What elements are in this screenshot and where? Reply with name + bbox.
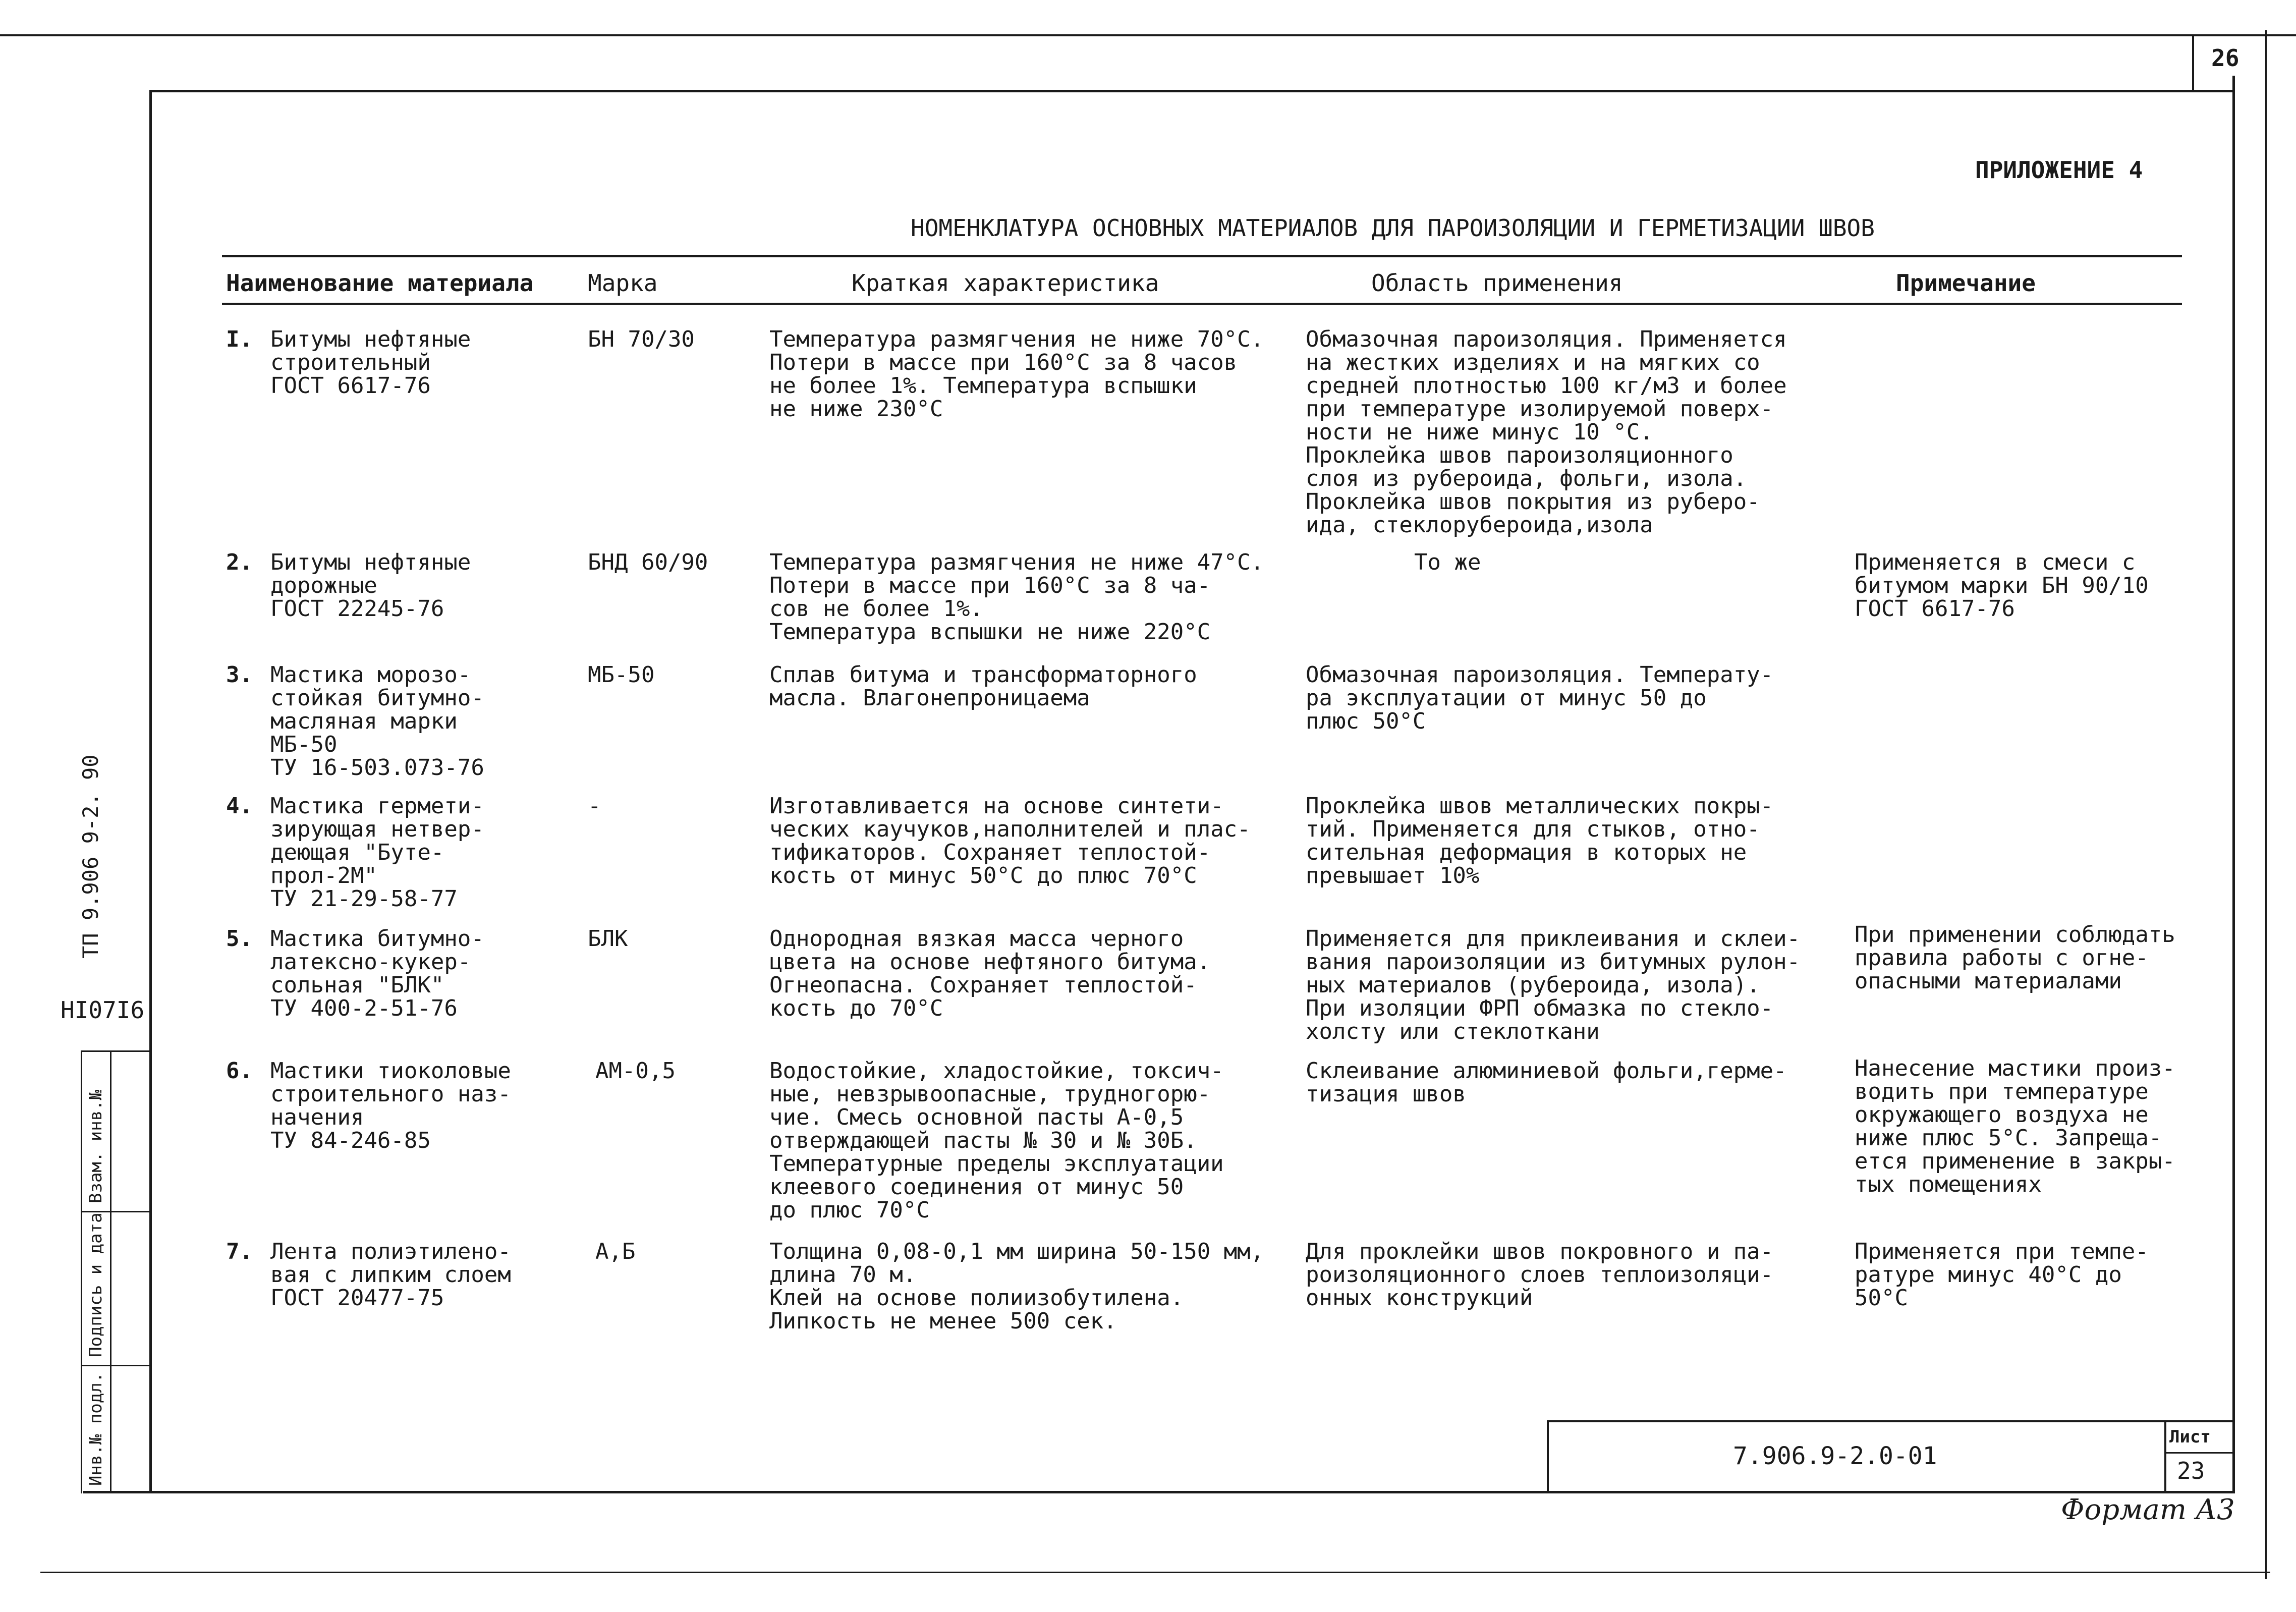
stamp-top-rule: [1548, 1420, 2235, 1422]
column-header-characteristic: Краткая характеристика: [852, 269, 1159, 297]
page-number-box-left: [2192, 36, 2194, 92]
outer-frame-bottom: [83, 1491, 2235, 1493]
row-1-characteristic: Температура размягчения не ниже 70°С. Потери в массе при 160°С за 8 часов не более 1%. Температура вспышки не ниже 230°С: [769, 326, 1264, 422]
row-7-name: Лента полиэтилено- вая с липким слоем ГОСТ 20477-75: [270, 1239, 511, 1311]
margin-cell-signature: Подпись и дата: [86, 1212, 106, 1357]
row-4-name: Мастика гермети- зирующая нетвер- деющая "Буте- прол-2М" ТУ 21-29-58-77: [270, 793, 484, 912]
stamp-document-code: 7.906.9-2.0-01: [1733, 1442, 1937, 1470]
row-3-number: 3.: [226, 662, 253, 688]
margin-inventory-number: НI07I6: [61, 996, 145, 1024]
stamp-sheet-label: Лист: [2169, 1427, 2211, 1447]
row-5-number: 5.: [226, 926, 253, 952]
sheet-bottom-line: [40, 1572, 2270, 1573]
row-5-characteristic: Однородная вязкая масса черного цвета на основе нефтяного битума. Огнеопасна. Сохраняет теплостой- кость до 70°С: [769, 926, 1211, 1021]
row-6-application: Склеивание алюминиевой фольги,герме- тизация швов: [1306, 1058, 1787, 1107]
row-5-note: При применении соблюдать правила работы с огне- опасными материалами: [1855, 922, 2175, 994]
column-header-application: Область применения: [1371, 269, 1623, 297]
outer-frame-right: [2232, 76, 2235, 1493]
row-4-application: Проклейка швов металлических покры- тий. Применяется для стыков, отно- сительная деформация в которых не превышает 10%: [1306, 793, 1774, 888]
margin-series-code: ТП 9.906 9-2. 90: [78, 754, 103, 959]
row-1-brand: БН 70/30: [588, 326, 695, 352]
row-2-number: 2.: [226, 549, 253, 575]
margin-strip-left-rule: [81, 1050, 82, 1493]
row-5-brand: БЛК: [588, 926, 628, 952]
page-number: 26: [2211, 44, 2239, 72]
stamp-left-rule: [1547, 1420, 1549, 1493]
row-7-number: 7.: [226, 1239, 253, 1264]
row-5-name: Мастика битумно- латексно-кукер- сольная "БЛК" ТУ 400-2-51-76: [270, 926, 484, 1021]
sheet-right-edge: [2265, 30, 2267, 1579]
row-1-application: Обмазочная пароизоляция. Применяется на жестких изделиях и на мягких со средней плотностью 100 кг/м3 и более при температуре изолируемой поверх- ности не ниже минус 10 °С. Проклейка швов пароизоляционного слоя из рубероида, фольги, изола. Проклейка швов покрытия из руберо- ида, стеклорубероида,изола: [1306, 326, 1787, 538]
row-3-application: Обмазочная пароизоляция. Температу- ра эксплуатации от минус 50 до плюс 50°С: [1306, 662, 1774, 734]
margin-cell-inventory: Инв.№ подл.: [86, 1372, 106, 1486]
row-2-application: То же: [1414, 549, 1481, 575]
row-3-name: Мастика морозо- стойкая битумно- масляная марки МБ-50 ТУ 16-503.073-76: [270, 662, 484, 781]
row-2-name: Битумы нефтяные дорожные ГОСТ 22245-76: [270, 549, 471, 622]
row-3-brand: МБ-50: [588, 662, 655, 688]
appendix-label: ПРИЛОЖЕНИЕ 4: [1975, 156, 2143, 184]
column-header-name: Наименование материала: [226, 269, 534, 297]
margin-strip-inner-rule: [110, 1050, 111, 1493]
row-7-brand: А,Б: [595, 1239, 636, 1264]
column-header-note: Примечание: [1896, 269, 2036, 297]
row-6-name: Мастики тиоколовые строительного наз- начения ТУ 84-246-85: [270, 1058, 511, 1153]
row-6-characteristic: Водостойкие, хладостойкие, токсич- ные, невзрывоопасные, трудногорю- чие. Смесь основной пасты А-0,5 отверждающей пасты № 30 и № 30Б. Температурные пределы эксплуатации клеевого соединения от минус 50 до плюс 70°С: [769, 1058, 1224, 1223]
row-7-characteristic: Толщина 0,08-0,1 мм ширина 50-150 мм, длина 70 м. Клей на основе полиизобутилена. Липкость не менее 500 сек.: [769, 1239, 1264, 1334]
format-label: Формат А3: [2061, 1493, 2235, 1526]
row-7-application: Для проклейки швов покровного и па- роизоляционного слоев теплоизоляци- онных конструкций: [1306, 1239, 1774, 1311]
row-2-note: Применяется в смеси с битумом марки БН 90/10 ГОСТ 6617-76: [1855, 549, 2149, 622]
row-6-note: Нанесение мастики произ- водить при температуре окружающего воздуха не ниже плюс 5°С. Запреща- ется применение в закры- тых помещениях: [1855, 1055, 2175, 1197]
row-6-number: 6.: [226, 1058, 253, 1084]
margin-strip-divider-2: [81, 1365, 151, 1366]
page-title: НОМЕНКЛАТУРА ОСНОВНЫХ МАТЕРИАЛОВ ДЛЯ ПАРОИЗОЛЯЦИИ И ГЕРМЕТИЗАЦИИ ШВОВ: [911, 214, 1875, 242]
row-2-characteristic: Температура размягчения не ниже 47°С. Потери в массе при 160°С за 8 ча- сов не более 1%. Температура вспышки не ниже 220°С: [769, 549, 1264, 645]
row-1-number: I.: [226, 326, 253, 352]
margin-strip-top-rule: [81, 1050, 151, 1052]
margin-cell-replacement: Взам. инв.№: [86, 1089, 106, 1203]
row-3-characteristic: Сплав битума и трансформаторного масла. Влагонепроницаема: [769, 662, 1197, 711]
page-top-line: [0, 34, 2296, 36]
column-header-brand: Марка: [588, 269, 658, 297]
stamp-sheet-divider: [2164, 1420, 2166, 1493]
outer-frame-left: [149, 90, 152, 1492]
table-header-bottom-rule: [222, 303, 2182, 305]
stamp-sheet-label-rule: [2164, 1452, 2235, 1454]
table-header-top-rule: [222, 255, 2182, 257]
row-1-name: Битумы нефтяные строительный ГОСТ 6617-76: [270, 326, 471, 399]
stamp-sheet-number: 23: [2177, 1457, 2205, 1484]
row-5-application: Применяется для приклеивания и склеи- вания пароизоляции из битумных рулон- ных материалов (рубероида, изола). При изоляции ФРП обмазка по стекло- холсту или стеклоткани: [1306, 926, 1801, 1044]
outer-frame-top: [151, 90, 2235, 92]
row-7-note: Применяется при темпе- ратуре минус 40°С до 50°С: [1855, 1239, 2149, 1311]
row-4-brand: -: [588, 793, 601, 819]
row-4-number: 4.: [226, 793, 253, 819]
row-2-brand: БНД 60/90: [588, 549, 708, 575]
row-4-characteristic: Изготавливается на основе синтети- ческих каучуков,наполнителей и плас- тификаторов. Сохраняет теплостой- кость от минус 50°С до плюс 70°С: [769, 793, 1251, 888]
row-6-brand: АМ-0,5: [595, 1058, 676, 1084]
